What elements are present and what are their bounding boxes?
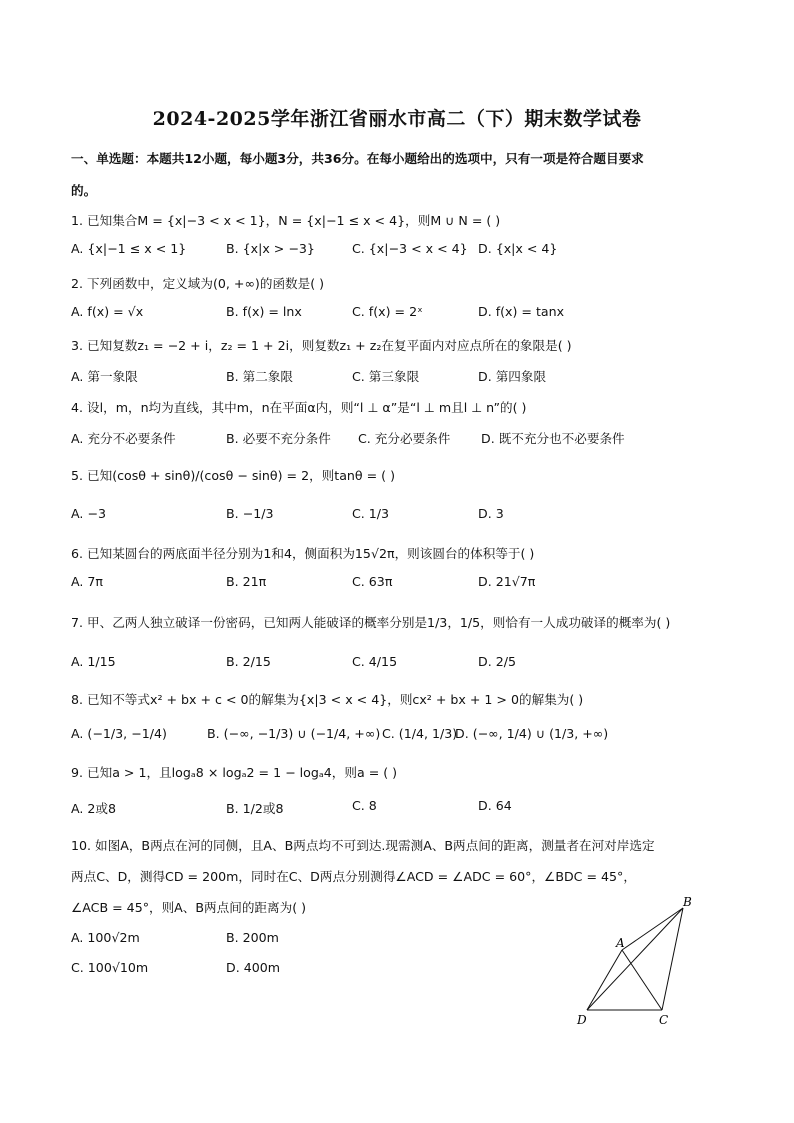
q7-option-a: A. 1/15 (71, 654, 116, 669)
q7-option-b: B. 2/15 (226, 654, 271, 669)
exam-title: 2024-2025学年浙江省丽水市高二（下）期末数学试卷 (152, 108, 642, 130)
question-10-stem-line2: 两点C、D，测得CD = 200m，同时在C、D两点分别测得∠ACD = ∠ADC = 60°，∠BDC = 45°， (71, 869, 636, 884)
q10-option-b: B. 200m (226, 930, 279, 945)
q9-option-c: C. 8 (352, 798, 377, 813)
question-10-stem-line3: ∠ACB = 45°，则A、B两点间的距离为( ) (71, 900, 307, 915)
q6-option-a: A. 7π (71, 574, 103, 589)
question-8-stem: 8. 已知不等式x² + bx + c < 0的解集为{x|3 < x < 4}，则cx² + bx + 1 > 0的解集为( ) (71, 692, 584, 707)
q8-option-b: B. (−∞, −1/3) ∪ (−1/4, +∞) (207, 726, 381, 741)
segment-ab (622, 908, 683, 950)
segment-ac (622, 950, 662, 1010)
q10-option-d: D. 400m (226, 960, 281, 975)
q4-option-a: A. 充分不必要条件 (71, 431, 176, 446)
q6-option-c: C. 63π (352, 574, 393, 589)
question-3-stem: 3. 已知复数z₁ = −2 + i，z₂ = 1 + 2i，则复数z₁ + z₂在复平面内对应点所在的象限是( ) (71, 338, 572, 353)
label-a: A (616, 936, 625, 950)
q5-option-b: B. −1/3 (226, 506, 274, 521)
q2-option-b: B. f(x) = lnx (226, 304, 302, 319)
q9-option-b: B. 1/2或8 (226, 801, 284, 816)
segment-cb (662, 908, 683, 1010)
q6-option-d: D. 21√7π (478, 574, 536, 589)
q2-option-c: C. f(x) = 2ˣ (352, 304, 423, 319)
q5-option-d: D. 3 (478, 506, 504, 521)
q8-option-c: C. (1/4, 1/3) (382, 726, 458, 741)
question-5-stem: 5. 已知(cosθ + sinθ)/(cosθ − sinθ) = 2，则tanθ = ( ) (71, 468, 395, 483)
q8-option-d: D. (−∞, 1/4) ∪ (1/3, +∞) (455, 726, 609, 741)
question-9-stem: 9. 已知a > 1，且logₐ8 × logₐ2 = 1 − logₐ4，则a = ( ) (71, 765, 398, 780)
q4-option-b: B. 必要不充分条件 (226, 431, 331, 446)
question-10-stem: 10. 如图A，B两点在河的同侧，且A、B两点均不可到达.现需测A、B两点间的距离，测量者在河对岸选定 (71, 838, 655, 853)
q1-option-c: C. {x|−3 < x < 4} (352, 241, 468, 256)
q7-option-c: C. 4/15 (352, 654, 398, 669)
q1-option-a: A. {x|−1 ≤ x < 1} (71, 241, 187, 256)
question-4-stem: 4. 设l，m，n均为直线，其中m，n在平面α内，则“l ⊥ α”是“l ⊥ m且l ⊥ n”的( ) (71, 400, 527, 415)
q2-option-d: D. f(x) = tanx (478, 304, 565, 319)
q5-option-a: A. −3 (71, 506, 106, 521)
q1-option-b: B. {x|x > −3} (226, 241, 315, 256)
q4-option-c: C. 充分必要条件 (358, 431, 451, 446)
question-1-stem: 1. 已知集合M = {x|−3 < x < 1}，N = {x|−1 ≤ x < 4}，则M ∪ N = ( ) (71, 213, 501, 228)
q10-figure (570, 892, 700, 1032)
question-2-stem: 2. 下列函数中，定义域为(0, +∞)的函数是( ) (71, 276, 325, 291)
segment-ad (587, 950, 622, 1010)
label-c: C (659, 1013, 669, 1027)
q1-option-d: D. {x|x < 4} (478, 241, 558, 256)
question-7-stem: 7. 甲、乙两人独立破译一份密码，已知两人能破译的概率分别是1/3，1/5，则恰有一人成功破译的概率为( ) (71, 615, 671, 630)
q8-option-a: A. (−1/3, −1/4) (71, 726, 167, 741)
label-b: B (683, 895, 692, 909)
q9-option-a: A. 2或8 (71, 801, 117, 816)
q3-option-d: D. 第四象限 (478, 369, 547, 384)
section-header-cont: 的。 (71, 183, 97, 198)
q5-option-c: C. 1/3 (352, 506, 390, 521)
q6-option-b: B. 21π (226, 574, 267, 589)
q3-option-b: B. 第二象限 (226, 369, 294, 384)
q2-option-a: A. f(x) = √x (71, 304, 144, 319)
label-d: D (577, 1013, 587, 1027)
section-header: 一、单选题：本题共12小题，每小题3分，共36分。在每小题给出的选项中，只有一项是符合题目要求 (71, 151, 644, 166)
q3-option-a: A. 第一象限 (71, 369, 138, 384)
q4-option-d: D. 既不充分也不必要条件 (481, 431, 625, 446)
q7-option-d: D. 2/5 (478, 654, 516, 669)
q9-option-d: D. 64 (478, 798, 512, 813)
segment-db (587, 908, 683, 1010)
q3-option-c: C. 第三象限 (352, 369, 420, 384)
question-6-stem: 6. 已知某圆台的两底面半径分别为1和4，侧面积为15√2π，则该圆台的体积等于( ) (71, 546, 535, 561)
q10-option-a: A. 100√2m (71, 930, 140, 945)
q10-option-c: C. 100√10m (71, 960, 149, 975)
